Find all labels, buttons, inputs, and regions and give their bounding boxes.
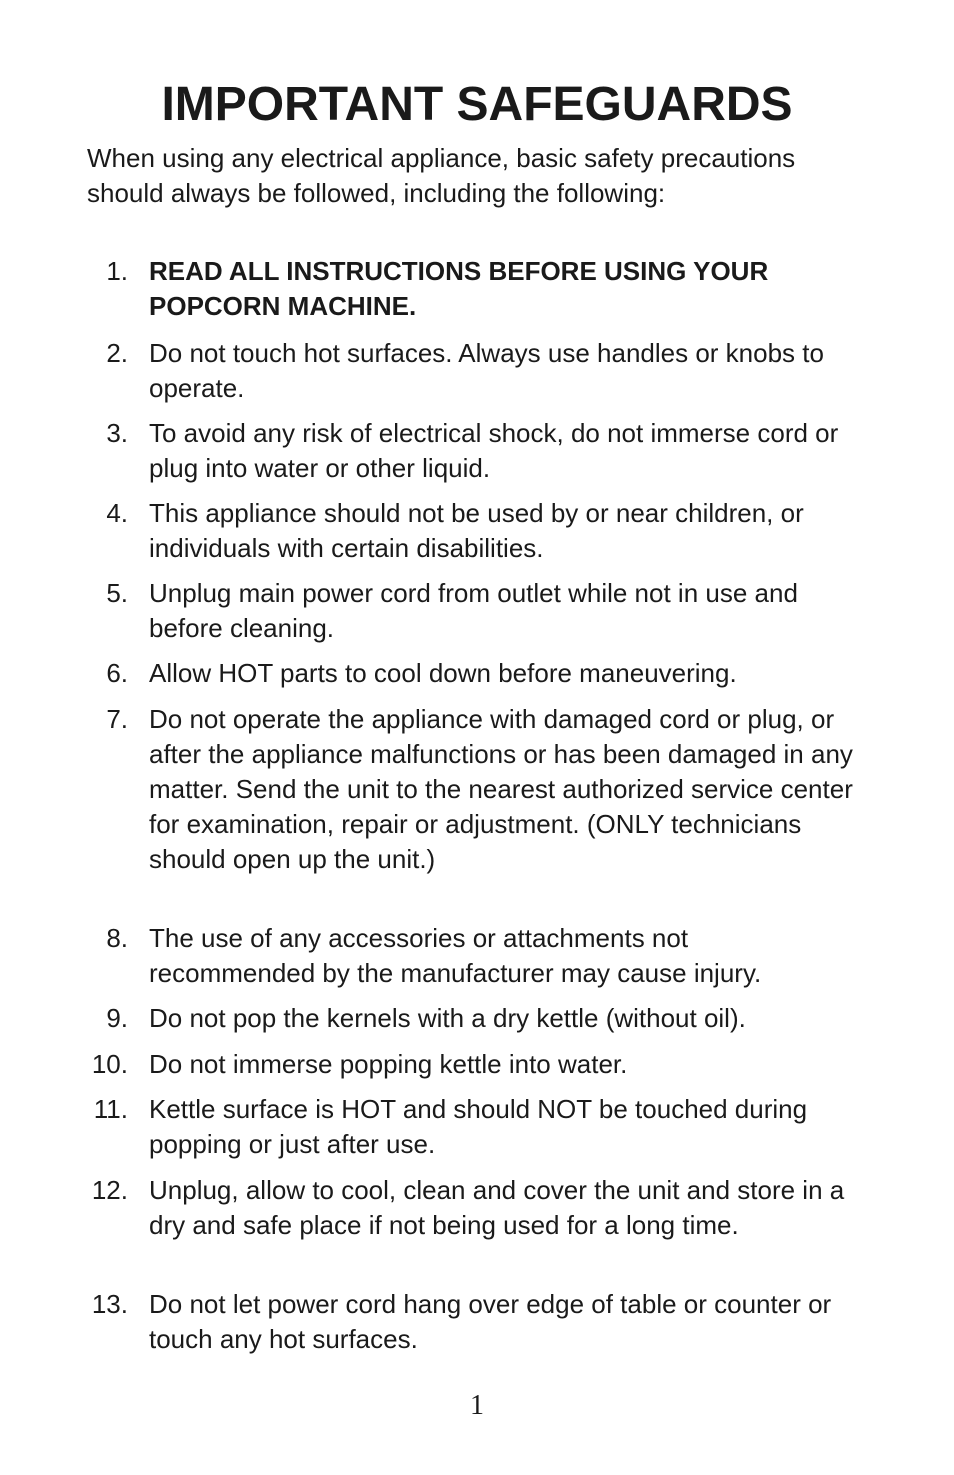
item-text: To avoid any risk of electrical shock, do not immerse cord or plug into water or other liquid. — [149, 418, 839, 483]
item-number: 1. — [106, 256, 128, 286]
item-number: 2. — [106, 338, 128, 368]
item-text: Kettle surface is HOT and should NOT be touched during popping or just after use. — [149, 1094, 808, 1159]
item-text: Do not pop the kernels with a dry kettle (without oil). — [149, 1003, 746, 1033]
item-number: 12. — [91, 1175, 128, 1205]
item-number: 8. — [106, 923, 128, 953]
item-number: 4. — [106, 498, 128, 528]
item-text: READ ALL INSTRUCTIONS BEFORE USING YOUR POPCORN MACHINE. — [149, 256, 769, 321]
item-number: 6. — [106, 658, 128, 688]
page-title: IMPORTANT SAFEGUARDS — [161, 78, 793, 131]
item-text: Do not touch hot surfaces. Always use handles or knobs to operate. — [149, 338, 824, 403]
item-number: 5. — [106, 578, 128, 608]
item-text: Do not operate the appliance with damaged cord or plug, or after the appliance malfunctions or has been damaged in any matter. Send the unit to the nearest authorized service center for examination, repair or adjustment. (ONLY technicians should open up the unit.) — [149, 704, 853, 874]
item-number: 3. — [106, 418, 128, 448]
item-text: This appliance should not be used by or near children, or individuals with certain disabilities. — [149, 498, 804, 563]
item-number: 10. — [91, 1049, 128, 1079]
item-text: Unplug main power cord from outlet while not in use and before cleaning. — [149, 578, 798, 643]
item-text: Do not let power cord hang over edge of table or counter or touch any hot surfaces. — [149, 1289, 832, 1354]
item-number: 9. — [106, 1003, 128, 1033]
item-text: Do not immerse popping kettle into water. — [149, 1049, 628, 1079]
item-number: 7. — [106, 704, 128, 734]
item-text: Allow HOT parts to cool down before maneuvering. — [149, 658, 737, 688]
intro-paragraph: When using any electrical appliance, basic safety precautions should always be followed, including the following: — [87, 143, 796, 208]
item-text: The use of any accessories or attachments not recommended by the manufacturer may cause injury. — [149, 923, 762, 988]
item-number: 11. — [93, 1094, 128, 1124]
item-number: 13. — [91, 1289, 128, 1319]
item-text: Unplug, allow to cool, clean and cover the unit and store in a dry and safe place if not being used for a long time. — [149, 1175, 845, 1240]
page-number: 1 — [470, 1390, 484, 1421]
